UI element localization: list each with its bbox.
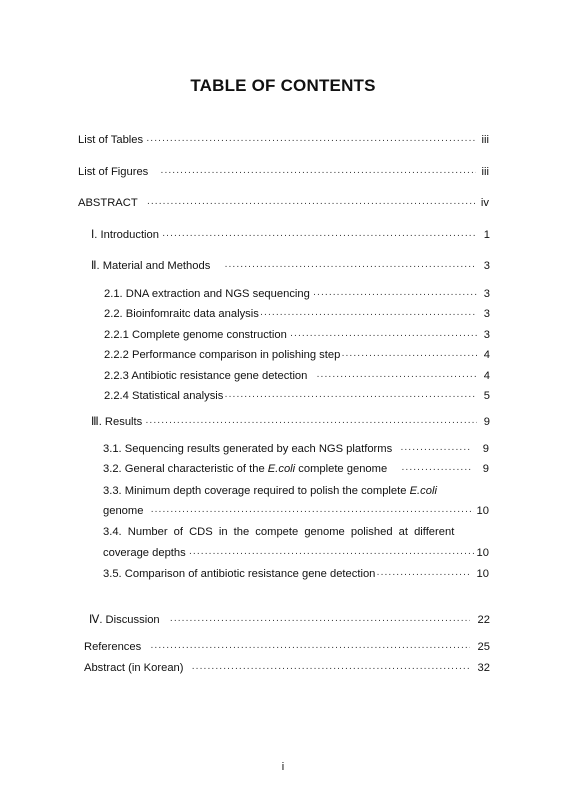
- toc-entry-label: References: [84, 641, 142, 653]
- toc-entry-3-1[interactable]: [103, 442, 489, 457]
- dot-leader: [170, 614, 470, 628]
- dot-leader: [150, 505, 473, 519]
- toc-entry-label: Ⅰ. Introduction: [91, 229, 159, 241]
- dot-leader: [224, 260, 477, 274]
- toc-entry-2-2-2[interactable]: [104, 348, 490, 363]
- toc-entry-page: iii: [481, 166, 489, 178]
- toc-entry-label: 3.3. Minimum depth coverage required to polish the complete E.coli: [103, 485, 437, 497]
- toc-entry-page: 1: [483, 229, 490, 241]
- toc-entry-2-2-3[interactable]: [104, 369, 490, 384]
- toc-entry-list-of-figures[interactable]: [78, 165, 489, 180]
- dot-leader: [316, 370, 477, 384]
- toc-entry-page: 4: [483, 370, 490, 382]
- toc-entry-label: 3.1. Sequencing results generated by each NGS platforms: [103, 443, 393, 455]
- toc-entry-label: 2.2.2 Performance comparison in polishing step: [104, 349, 341, 361]
- dot-leader: [145, 416, 477, 430]
- toc-entry-3-3-line1[interactable]: [103, 484, 469, 498]
- dot-leader: [192, 662, 470, 676]
- toc-entry-2-2-4[interactable]: [104, 389, 490, 404]
- toc-entry-list-of-tables[interactable]: [78, 133, 489, 148]
- toc-entry-label: 3.5. Comparison of antibiotic resistance gene detection: [103, 568, 376, 580]
- toc-entry-label: 3.4. Number of CDS in the compete genome polished at different: [103, 526, 455, 538]
- toc-entry-abstract-korean[interactable]: [84, 661, 490, 676]
- toc-entry-page: 9: [482, 443, 489, 455]
- toc-entry-page: 10: [476, 568, 489, 580]
- toc-entry-label: Ⅱ. Material and Methods: [91, 260, 211, 272]
- page-title: TABLE OF CONTENTS: [190, 76, 376, 95]
- toc-entry-label: 3.2. General characteristic of the E.coli complete genome: [103, 463, 388, 475]
- toc-entry-page: 32: [477, 662, 490, 674]
- toc-entry-page: 22: [477, 614, 490, 626]
- toc-entry-label: coverage depths: [103, 547, 186, 559]
- toc-entry-material-and-methods[interactable]: [91, 259, 490, 274]
- dot-leader: [313, 288, 477, 302]
- toc-entry-label: Ⅳ. Discussion: [89, 614, 160, 626]
- toc-entry-2-2[interactable]: [104, 307, 490, 322]
- page-number: i: [281, 761, 285, 773]
- dot-leader: [290, 329, 477, 343]
- toc-entry-3-5[interactable]: [103, 567, 489, 582]
- dot-leader: [147, 197, 476, 211]
- toc-entry-discussion[interactable]: [89, 613, 490, 628]
- toc-entry-abstract[interactable]: [78, 196, 489, 211]
- toc-entry-label: genome: [103, 505, 144, 517]
- toc-entry-label: List of Tables: [78, 134, 144, 146]
- dot-leader: [376, 568, 470, 582]
- toc-entry-label: 2.2. Bioinfomraitc data analysis: [104, 308, 259, 320]
- toc-entry-label: 2.2.3 Antibiotic resistance gene detection: [104, 370, 308, 382]
- toc-entry-label: Ⅲ. Results: [91, 416, 143, 428]
- toc-entry-3-4-line2[interactable]: [103, 546, 489, 561]
- toc-entry-page: 3: [483, 288, 490, 300]
- toc-entry-page: 10: [476, 505, 489, 517]
- toc-entry-3-4-line1[interactable]: [103, 525, 469, 539]
- toc-entry-label: 2.1. DNA extraction and NGS sequencing: [104, 288, 310, 300]
- toc-entry-introduction[interactable]: [91, 228, 490, 243]
- toc-entry-3-2[interactable]: [103, 462, 489, 477]
- dot-leader: [260, 308, 477, 322]
- toc-entry-page: iv: [480, 197, 489, 209]
- toc-entry-label: ABSTRACT: [78, 197, 138, 209]
- dot-leader: [401, 463, 471, 477]
- toc-entry-label: List of Figures: [78, 166, 149, 178]
- toc-entry-page: 3: [483, 329, 490, 341]
- toc-entry-3-3-line2[interactable]: [103, 504, 489, 519]
- dot-leader: [162, 229, 477, 243]
- toc-entry-page: 3: [483, 308, 490, 320]
- toc-entry-page: 10: [476, 547, 489, 559]
- toc-entry-page: 5: [483, 390, 490, 402]
- toc-entry-page: 3: [483, 260, 490, 272]
- dot-leader: [150, 641, 469, 655]
- dot-leader: [160, 166, 476, 180]
- toc-entry-label: 2.2.4 Statistical analysis: [104, 390, 224, 402]
- dot-leader: [400, 443, 471, 457]
- toc-entry-2-1[interactable]: [104, 287, 490, 302]
- dot-leader: [189, 547, 474, 561]
- toc-entry-page: 9: [483, 416, 490, 428]
- dot-leader: [341, 349, 477, 363]
- toc-entry-2-2-1[interactable]: [104, 328, 490, 343]
- toc-entry-label: Abstract (in Korean): [84, 662, 184, 674]
- dot-leader: [146, 134, 476, 148]
- toc-entry-references[interactable]: [84, 640, 490, 655]
- dot-leader: [224, 390, 477, 404]
- toc-entry-label: 2.2.1 Complete genome construction: [104, 329, 287, 341]
- toc-entry-results[interactable]: [91, 415, 490, 430]
- toc-entry-page: 4: [483, 349, 490, 361]
- toc-entry-page: iii: [481, 134, 489, 146]
- toc-entry-page: 25: [477, 641, 490, 653]
- toc-entry-page: 9: [482, 463, 489, 475]
